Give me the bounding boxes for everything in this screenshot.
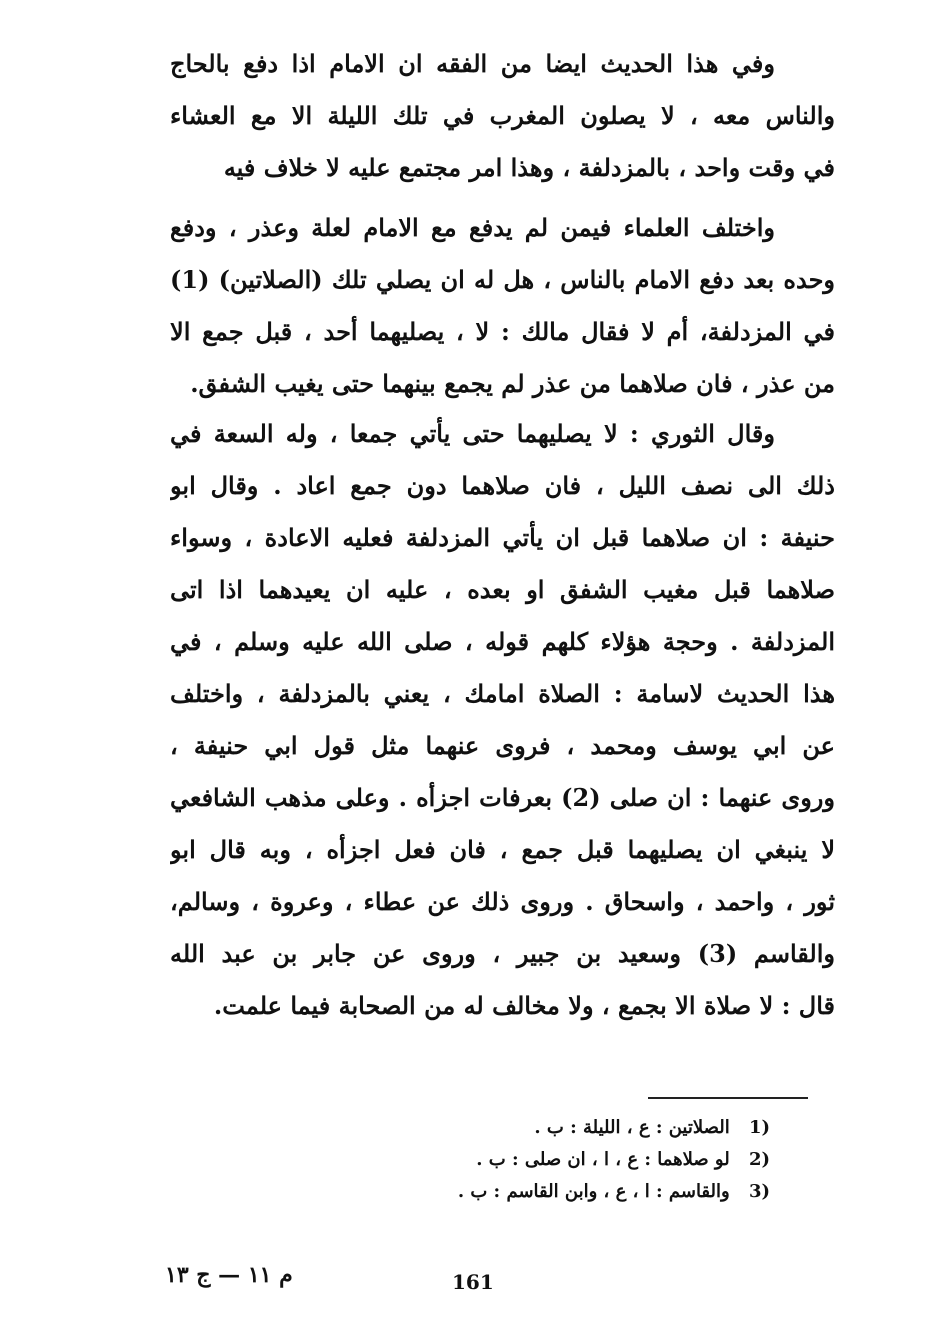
text-line: عن ابي يوسف ومحمد ، فروى عنهما مثل قول ابي حنيفة ، [170,731,835,760]
page-footer [0,1262,930,1302]
text-line: حنيفة : ان صلاهما قبل ان يأتي المزدلفة فعليه الاعادة ، وسواء [170,523,835,552]
footnote-text: لو صلاهما : ع ، ا ، ان صلى : ب . [476,1149,730,1170]
footnote [380,1176,770,1208]
footnote-text: والقاسم : ا ، ع ، وابن القاسم : ب . [457,1181,730,1202]
footnote [380,1144,770,1176]
text-line: من عذر ، فان صلاهما من عذر لم يجمع بينهما حتى يغيب الشفق. [190,369,835,398]
text-line: واختلف العلماء فيمن لم يدفع مع الامام لعلة وعذر ، ودفع [170,213,775,242]
page-number: 161 [452,1270,494,1294]
text-line: والناس معه ، لا يصلون المغرب في تلك الليلة الا مع العشاء [170,101,835,130]
text-line: وحده بعد دفع الامام بالناس ، هل له ان يصلي تلك (الصلاتين) (1) [170,265,835,294]
printer-signature: م ١١ — ج ١٣ [165,1262,293,1288]
text-line: ثور ، واحمد ، واسحاق . وروى ذلك عن عطاء ، وعروة ، وسالم، [170,887,835,916]
text-line: في وقت واحد ، بالمزدلفة ، وهذا امر مجتمع عليه لا خلاف فيه [223,153,835,182]
footnote-text: الصلاتين : ع ، الليلة : ب . [534,1117,730,1138]
text-line: وفي هذا الحديث ايضا من الفقه ان الامام اذا دفع بالحاج [170,49,775,78]
text-line: وقال الثوري : لا يصليهما حتى يأتي جمعا ، وله السعة في [170,419,775,448]
text-line: المزدلفة . وحجة هؤلاء كلهم قوله ، صلى الله عليه وسلم ، في [170,627,835,656]
footnote-number: (1 [748,1117,770,1138]
text-line: صلاهما قبل مغيب الشفق او بعده ، عليه ان يعيدهما اذا اتى [170,575,835,604]
footnotes [380,1112,770,1208]
footnote-divider [648,1097,808,1099]
text-line: لا ينبغي ان يصليهما قبل جمع ، فان فعل اجزأه ، وبه قال ابو [170,835,835,864]
footnote [380,1112,770,1144]
text-line: والقاسم (3) وسعيد بن جبير ، وروى عن جابر بن عبد الله [170,939,835,968]
text-line: ذلك الى نصف الليل ، فان صلاهما دون جمع اعاد . وقال ابو [170,471,835,500]
footnote-number: (3 [748,1181,770,1202]
text-line: قال : لا صلاة الا بجمع ، ولا مخالف له من الصحابة فيما علمت. [213,991,835,1020]
paragraph-1 [170,38,835,194]
footnote-number: (2 [748,1149,770,1170]
paragraph-2 [170,202,835,410]
text-line: في المزدلفة، أم لا فقال مالك : لا ، يصليهما أحد ، قبل جمع الا [170,317,835,346]
text-line: هذا الحديث لاسامة : الصلاة امامك ، يعني بالمزدلفة ، واختلف [170,679,835,708]
text-line: وروى عنهما : ان صلى (2) بعرفات اجزأه . وعلى مذهب الشافعي [170,783,835,812]
paragraph-3 [170,408,835,1032]
